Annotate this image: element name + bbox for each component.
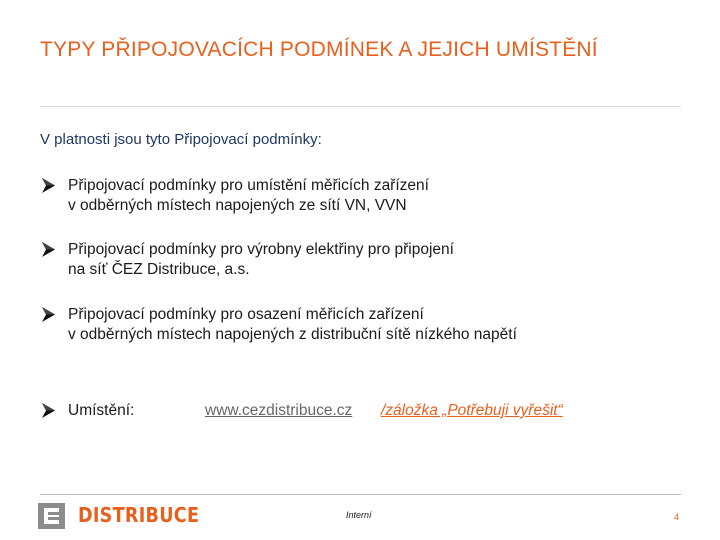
page-number: 4	[674, 512, 680, 522]
bullet-line: Připojovací podmínky pro osazení měřicích zařízení	[68, 306, 424, 323]
bullet-line: v odběrných místech napojených z distribuční sítě nízkého napětí	[68, 326, 517, 343]
bullet-line: Připojovací podmínky pro umístění měřicích zařízení	[68, 177, 429, 194]
footer-divider	[40, 494, 681, 495]
classification-label: Interní	[346, 510, 372, 520]
arrow-bullet-icon	[40, 177, 57, 194]
logo	[38, 503, 208, 529]
bullet-line: Připojovací podmínky pro výrobny elektřiny pro připojení	[68, 241, 454, 258]
title-divider	[40, 106, 681, 107]
website-link[interactable]: www.cezdistribuce.cz	[205, 402, 353, 419]
bullet-line: na síť ČEZ Distribuce, a.s.	[68, 261, 250, 278]
arrow-bullet-icon	[40, 402, 57, 419]
arrow-bullet-icon	[40, 306, 57, 323]
bullet-line: v odběrných místech napojených ze sítí VN, VVN	[68, 197, 407, 214]
slide-title: TYPY PŘIPOJOVACÍCH PODMÍNEK A JEJICH UMÍSTĚNÍ	[40, 38, 598, 61]
logo-text: DISTRIBUCE	[78, 503, 200, 527]
arrow-bullet-icon	[40, 241, 57, 258]
tab-note-link[interactable]: /záložka „Potřebuji vyřešit“	[381, 402, 563, 419]
intro-text: V platnosti jsou tyto Připojovací podmínky:	[40, 131, 322, 148]
cez-logo-icon	[38, 503, 65, 529]
location-label: Umístění:	[68, 402, 135, 419]
